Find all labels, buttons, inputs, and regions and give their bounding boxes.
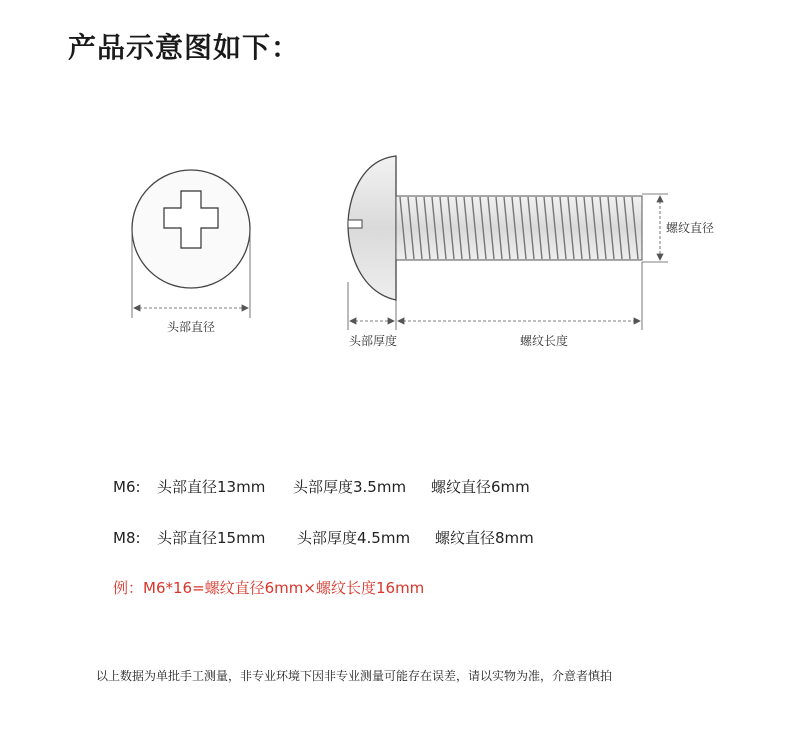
page-title: 产品示意图如下： — [68, 31, 301, 64]
spec-head-thickness: 头部厚度3.5mm — [293, 478, 407, 496]
head-top-view — [132, 170, 250, 288]
measurement-note: 以上数据为单批手工测量，非专业环境下因非专业测量可能存在误差，请以实物为准，介意者慎拍 — [96, 669, 613, 683]
spec-example: 例：M6*16=螺纹直径6mm×螺纹长度16mm — [113, 579, 425, 597]
screw-side-view — [348, 156, 642, 300]
spec-row-m8 — [113, 527, 534, 548]
spec-head-diameter: 头部直径13mm — [157, 478, 266, 496]
spec-row-m6 — [113, 476, 530, 497]
head-diameter-label: 头部直径 — [166, 320, 216, 334]
head-thickness-label: 头部厚度 — [348, 334, 398, 348]
spec-head-thickness: 头部厚度4.5mm — [297, 529, 411, 547]
thread-diameter-dimension — [642, 194, 668, 262]
spec-model: M8: — [113, 529, 141, 547]
spec-head-diameter: 头部直径15mm — [157, 529, 266, 547]
spec-model: M6: — [113, 478, 141, 496]
thread-length-label: 螺纹长度 — [519, 334, 569, 348]
spec-thread-diameter: 螺纹直径8mm — [435, 529, 534, 547]
spec-thread-diameter: 螺纹直径6mm — [431, 478, 530, 496]
thread-diameter-label: 螺纹直径 — [666, 221, 715, 235]
